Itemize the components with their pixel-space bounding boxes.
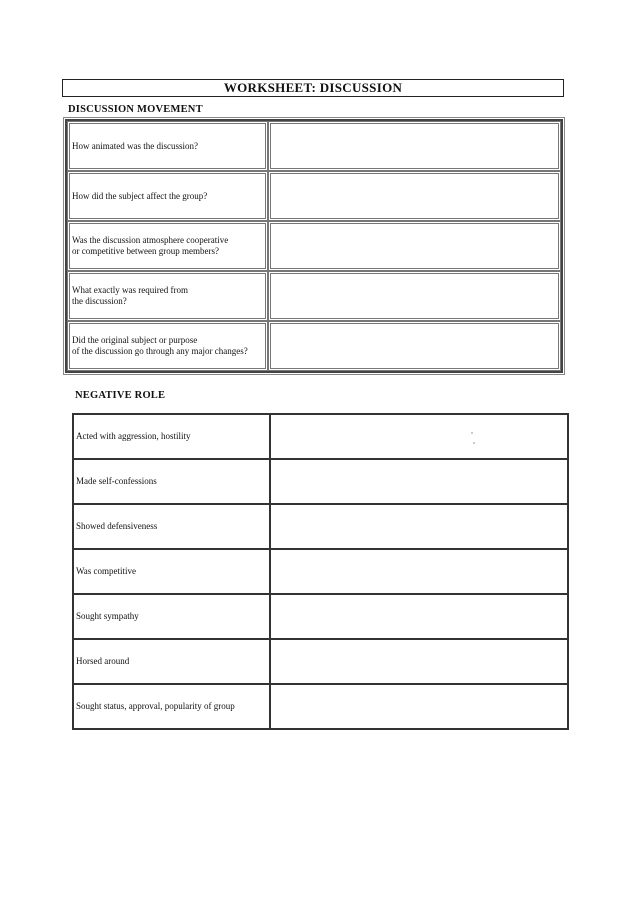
question-cell: [67, 171, 268, 221]
answer-cell[interactable]: [270, 414, 568, 459]
table-row: [73, 504, 568, 549]
answer-cell[interactable]: [268, 121, 561, 171]
table-row: [67, 321, 561, 371]
behavior-cell: Made self-confessions: [73, 459, 270, 504]
table-row: [73, 594, 568, 639]
question-cell: [67, 321, 268, 371]
table-row: [67, 121, 561, 171]
behavior-cell: Was competitive: [73, 549, 270, 594]
scan-speck: [473, 442, 475, 444]
table-row: [73, 459, 568, 504]
behavior-cell: Sought sympathy: [73, 594, 270, 639]
answer-cell[interactable]: [268, 221, 561, 271]
question-line: the discussion?: [72, 296, 127, 306]
answer-cell[interactable]: [268, 171, 561, 221]
behavior-cell: Acted with aggression, hostility: [73, 414, 270, 459]
question-line: What exactly was required from: [72, 285, 188, 295]
section-heading-discussion-movement: DISCUSSION MOVEMENT: [68, 104, 203, 115]
answer-cell[interactable]: [268, 321, 561, 371]
question-cell: [67, 221, 268, 271]
behavior-cell: Horsed around: [73, 639, 270, 684]
table-row: [67, 171, 561, 221]
table-row: [73, 639, 568, 684]
section-heading-negative-role: NEGATIVE ROLE: [75, 390, 166, 401]
question-cell: [67, 271, 268, 321]
table-row: [67, 271, 561, 321]
behavior-cell: Showed defensiveness: [73, 504, 270, 549]
table-row: [67, 221, 561, 271]
question-line: Did the original subject or purpose: [72, 335, 198, 345]
question-line: or competitive between group members?: [72, 246, 219, 256]
behavior-cell: Sought status, approval, popularity of group: [73, 684, 270, 729]
negative-role-table: [72, 413, 569, 730]
answer-cell[interactable]: [270, 549, 568, 594]
answer-cell[interactable]: [270, 684, 568, 729]
answer-cell[interactable]: [270, 594, 568, 639]
question-line: of the discussion go through any major changes?: [72, 346, 248, 356]
question-line: How animated was the discussion?: [72, 140, 198, 151]
answer-cell[interactable]: [268, 271, 561, 321]
table-row: [73, 549, 568, 594]
question-line: Was the discussion atmosphere cooperative: [72, 235, 229, 245]
table-row: [73, 684, 568, 729]
discussion-movement-table: [65, 119, 563, 373]
table-row: [73, 414, 568, 459]
answer-cell[interactable]: [270, 504, 568, 549]
answer-cell[interactable]: [270, 459, 568, 504]
answer-cell[interactable]: [270, 639, 568, 684]
question-line: How did the subject affect the group?: [72, 190, 208, 201]
scan-speck: [471, 432, 473, 434]
question-cell: [67, 121, 268, 171]
worksheet-title: WORKSHEET: DISCUSSION: [62, 79, 564, 97]
